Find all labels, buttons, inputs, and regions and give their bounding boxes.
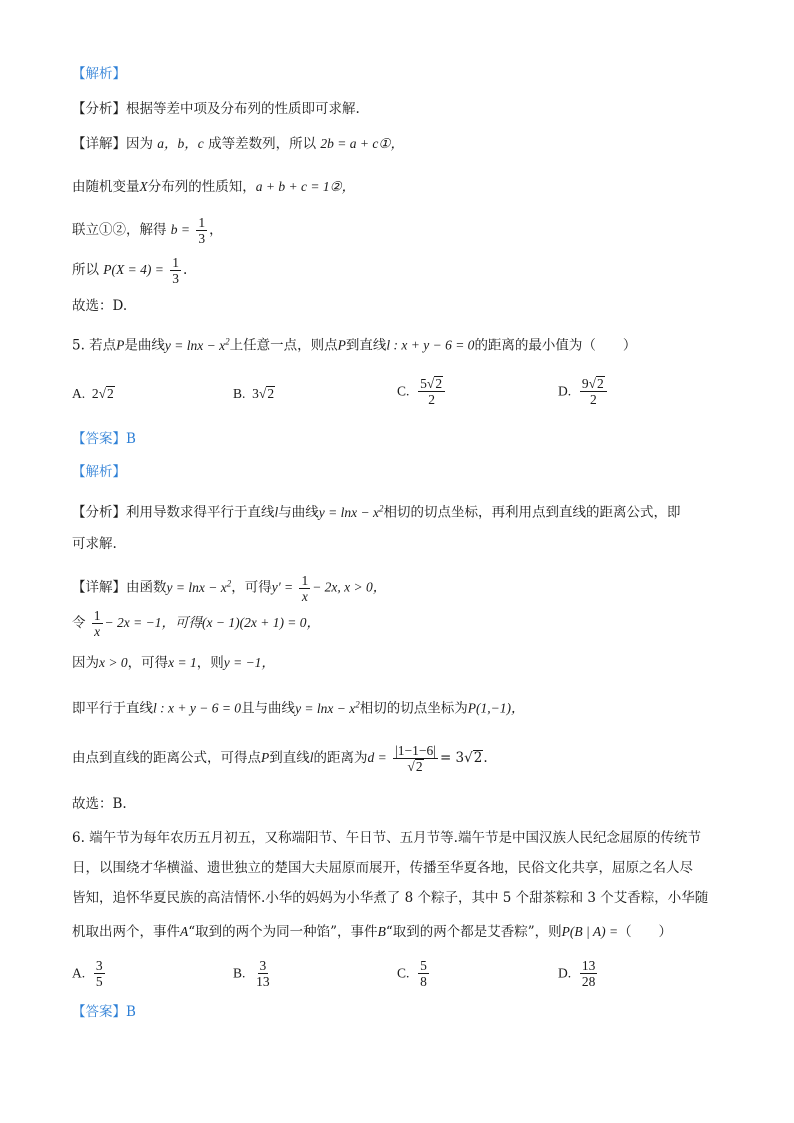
q4-fenxi: 【分析】根据等差中项及分布列的性质即可求解.	[72, 101, 360, 117]
q5-option-c: C. $\frac{5√2}{2}$	[397, 376, 447, 407]
q5-option-d: D. $\frac{9√2}{2}$	[558, 376, 609, 407]
q6-stem-line2: 日，以围绕才华横溢、遗世独立的楚国大夫屈原而展开，传播至华夏各地，民俗文化共享，屈原之名人尽	[72, 860, 693, 876]
q4-jiexi-heading: 【解析】	[72, 66, 126, 82]
q6-option-a: A. $\frac{3}{5}$	[72, 958, 103, 989]
q4-answer: 故选：D.	[72, 298, 128, 314]
q5-detail-line5: 由点到直线的距离公式，可得点P到直线l的距离为d = $\frac{|1-1-6|}{√2}$ = 3√2.	[72, 743, 488, 774]
fraction: $\frac{5√2}{2}$	[418, 376, 445, 407]
q5-answer: 故选：B.	[72, 796, 127, 812]
sqrt-icon: √	[258, 386, 267, 401]
q5-answer-badge: 【答案】B	[72, 431, 136, 447]
q6-option-c: C. $\frac{5}{8}$	[397, 958, 427, 989]
fraction: $\frac{13}{28}$	[581, 958, 596, 989]
q6-stem-line3: 皆知，追怀华夏民族的高洁情怀.小华的妈妈为小华煮了 8 个粽子，其中 5 个甜茶粽和 3 个艾香粽，小华随	[72, 890, 709, 906]
q5-jiexi-heading: 【解析】	[72, 464, 126, 480]
q5-option-a: A. 2√2	[72, 386, 114, 401]
sqrt-icon: √	[98, 386, 107, 401]
q5-detail-line3: 因为x > 0，可得x = 1，则y = −1，	[72, 655, 275, 671]
q5-detail-line2: 令 $\frac{1}{x}$ − 2x = −1，可得(x − 1)(2x + 1) = 0，	[72, 608, 321, 639]
q5-fenxi-line2: 可求解.	[72, 536, 117, 552]
fraction: $\frac{1}{3}$	[172, 255, 179, 286]
q5-stem: 5. 若点P是曲线$y = \ln x - x^2$上任意一点，则点P到直线l : x + y − 6 = 0的距离的最小值为（ ）	[72, 336, 637, 354]
q5-detail-line1: 【详解】由函数$y = \ln x - x^2$，可得y′ = $\frac{1}{x}$ − 2x, x > 0，	[72, 572, 387, 604]
q5-fenxi-line1: 【分析】利用导数求得平行于直线l与曲线$y = \ln x - x^2$相切的切点坐标，再利用点到直线的距离公式，即	[72, 503, 681, 521]
fraction: $\frac{1}{3}$	[198, 215, 206, 246]
q6-stem-line4: 机取出两个，事件A“取到的两个为同一种馅”，事件B“取到的两个都是艾香粽”，则P(B | A) =（ ）	[72, 924, 673, 940]
curve-formula: $y = \ln x - x^2$	[164, 336, 230, 353]
q4-detail-line2: 由随机变量X分布列的性质知，a + b + c = 1②，	[72, 179, 356, 195]
fraction: $\frac{5}{8}$	[420, 958, 427, 989]
fraction: $\frac{9√2}{2}$	[580, 376, 607, 407]
q6-option-b: B. $\frac{3}{13}$	[233, 958, 270, 989]
fraction: $\frac{3}{13}$	[256, 958, 270, 989]
q6-stem-line1: 6. 端午节为每年农历五月初五，又称端阳节、午日节、五月节等.端午节是中国汉族人民纪念屈原的传统节	[72, 830, 701, 846]
fenxi-tag: 【分析】	[72, 101, 126, 117]
fraction: $\frac{1}{x}$	[301, 572, 309, 604]
q4-detail-line4: 所以 P(X = 4) = $\frac{1}{3}$ .	[72, 255, 188, 286]
q4-detail-line3: 联立①②，解得 b = $\frac{1}{3}$ ，	[72, 215, 223, 246]
q5-option-b: B. 3√2	[233, 386, 275, 401]
fraction: $\frac{|1-1-6|}{√2}$	[395, 743, 436, 774]
q6-option-d: D. $\frac{13}{28}$	[558, 958, 596, 989]
q6-answer-badge: 【答案】B	[72, 1004, 136, 1020]
fraction: $\frac{1}{x}$	[93, 608, 101, 639]
q5-detail-line4: 即平行于直线l : x + y − 6 = 0且与曲线$y = \ln x - x^2$相切的切点坐标为P(1,−1)，	[72, 699, 525, 717]
fraction: $\frac{3}{5}$	[95, 958, 103, 989]
q4-detail-line1: 【详解】因为 a，b，c 成等差数列，所以 2b = a + c①，	[72, 136, 404, 152]
